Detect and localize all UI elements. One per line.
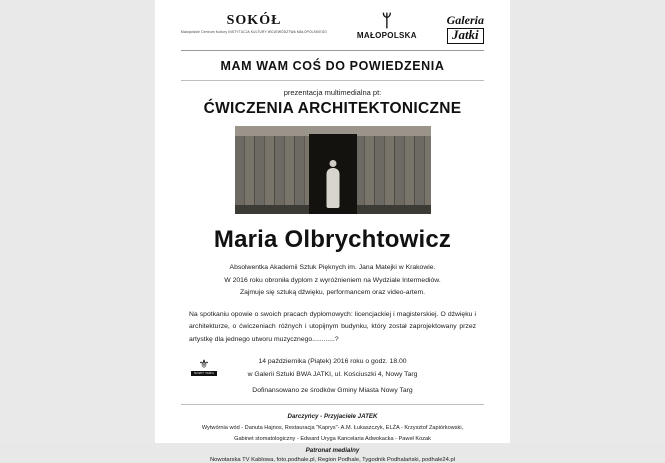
event-date: 14 października (Piątek) 2016 roku o godz. 18.00 <box>258 358 407 366</box>
divider-under-headline <box>181 80 484 81</box>
poster-headline: MAM WAM COŚ DO POWIEDZENIA <box>220 59 445 73</box>
partners-section <box>175 413 490 463</box>
logo-malopolska-name: MAŁOPOLSKA <box>356 31 417 40</box>
logo-sokol-name: SOKÓŁ <box>226 13 282 28</box>
logo-jatki-line1: Galeria <box>446 13 484 27</box>
poster <box>155 0 510 463</box>
logo-jatki-line2: Jatki <box>451 26 479 42</box>
event-details <box>189 356 476 398</box>
photo-container <box>181 126 484 214</box>
poster-lead: prezentacja multimedialna pt: <box>283 88 382 97</box>
artist-bio <box>189 262 476 300</box>
divider-partners <box>181 404 484 405</box>
crest-glyph: ⚜ <box>198 357 210 372</box>
bio-line-2: W 2016 roku obroniła dyplom z wyróżnieniem na Wydziale Intermediów. <box>224 276 441 284</box>
logo-sokol-subtitle: Małopolskie Centrum Kultury INSTYTUCJA KULTURY WOJEWÓDZTWA MAŁOPOLSKIEGO <box>181 30 328 34</box>
media-partners-line: Nowotarska TV Kablowa, foto.podhale.pl, Region Podhale, Tygodnik Podhalański, podhale24.pl <box>209 457 456 463</box>
partners-heading: Darczyńcy - Przyjaciele JATEK <box>287 413 378 421</box>
logo-jatki-box <box>447 28 484 45</box>
photo-figure-head <box>329 160 336 167</box>
logo-malopolska <box>356 11 417 40</box>
logo-jatki <box>447 14 484 44</box>
bio-line-3: Zajmuje się sztuką dźwięku, performancem oraz video-artem. <box>239 289 426 297</box>
event-text <box>189 356 476 398</box>
logo-sokol <box>181 14 327 35</box>
malopolska-crown-icon: ᛘ <box>381 11 392 31</box>
photo-doorway <box>309 134 357 214</box>
bio-line-1: Absolwentka Akademii Sztuk Pięknych im. Jana Matejki w Krakowie. <box>229 264 436 271</box>
talk-abstract: Na spotkaniu opowie o swoich pracach dyplomowych: licencjackiej i magisterskiej. O dźwięku i architekturze, o ćwiczeniach różnych i utopijnym budynku, który został zaprojektowany przez artystkę dla jednego utworu muzycznego............? <box>189 310 476 343</box>
crest-label: NOWY TARG <box>191 371 217 376</box>
barn-photo <box>235 126 431 214</box>
partners-line-2: Gabinet stomatologiczny - Edward Uryga Kancelaria Adwokacka - Paweł Kozak <box>234 435 431 442</box>
partners-line-1: Wytwórnia wód - Danuta Hajnos, Restauracja "Kaprys"- A.M. Łukaszczyk, ELŻA - Krzysztof Zapiórkowski, <box>201 425 464 432</box>
patron-heading: Patronat medialny <box>305 447 360 455</box>
logo-row <box>155 0 510 44</box>
event-funding: Dofinansowano ze środków Gminy Miasta Nowy Targ <box>252 387 413 395</box>
event-place: w Galerii Sztuki BWA JATKI, ul. Kościuszki 4, Nowy Targ <box>247 371 418 379</box>
nowy-targ-crest-icon <box>191 358 217 376</box>
artist-name: Maria Olbrychtowicz <box>213 226 452 253</box>
divider-top <box>181 50 484 51</box>
poster-title: ĆWICZENIA ARCHITEKTONICZNE <box>203 100 462 117</box>
photo-figure-body <box>326 168 339 208</box>
